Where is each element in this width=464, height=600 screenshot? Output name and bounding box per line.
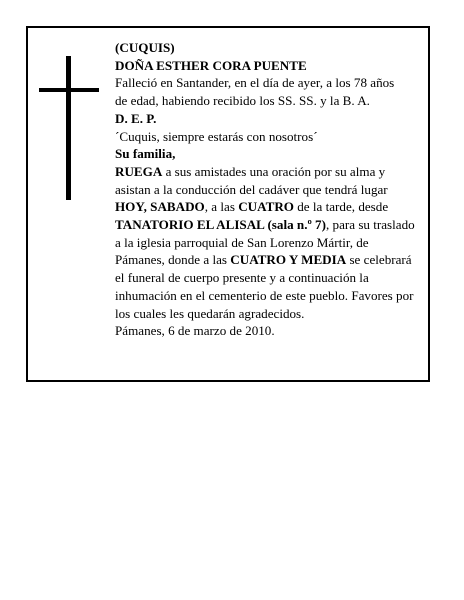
death-line-2: de edad, habiendo recibido los SS. SS. y la B. A. — [115, 93, 370, 109]
cross-vertical-bar — [66, 56, 71, 200]
nickname: (CUQUIS) — [115, 40, 175, 55]
quote-line: ´Cuquis, siempre estarás con nosotros´ — [115, 128, 318, 144]
cross-icon — [39, 56, 99, 200]
tanatorio-text: TANATORIO EL ALISAL (sala n.º 7) — [115, 217, 326, 233]
hoy-sabado-text: HOY, SABADO — [115, 199, 205, 215]
request-paragraph — [115, 163, 421, 322]
body-text-3: de la tarde, desde — [293, 199, 389, 215]
ruega-text: RUEGA — [115, 163, 163, 179]
body-text-2: , a las — [204, 199, 239, 215]
obituary-notice — [26, 26, 430, 382]
place-date: Pámanes, 6 de marzo de 2010. — [115, 323, 275, 339]
cuatro-text: CUATRO — [238, 199, 294, 215]
family-line: Su familia, — [115, 146, 176, 162]
cuatro-y-media-text: CUATRO Y MEDIA — [230, 252, 347, 268]
cross-horizontal-bar — [39, 88, 99, 92]
notice-text — [115, 39, 421, 340]
death-line-1: Falleció en Santander, en el día de ayer, a los 78 años — [115, 75, 395, 91]
body-text-1: a sus amistades una oración por su alma y asistan a la conducción del cadáver que tendrá lugar — [115, 163, 388, 197]
body-text-5: se celebrará el funeral de cuerpo presente y a continuación la inhumación en el cementerio de este pueblo. Favores por los cuales les quedarán agradecidos. — [115, 252, 414, 321]
body-text-4: , para su traslado a la iglesia parroquial de San Lorenzo Mártir, de Pámanes, donde a las — [115, 217, 415, 268]
dep-line: D. E. P. — [115, 110, 157, 126]
deceased-name: DOÑA ESTHER CORA PUENTE — [115, 57, 307, 73]
